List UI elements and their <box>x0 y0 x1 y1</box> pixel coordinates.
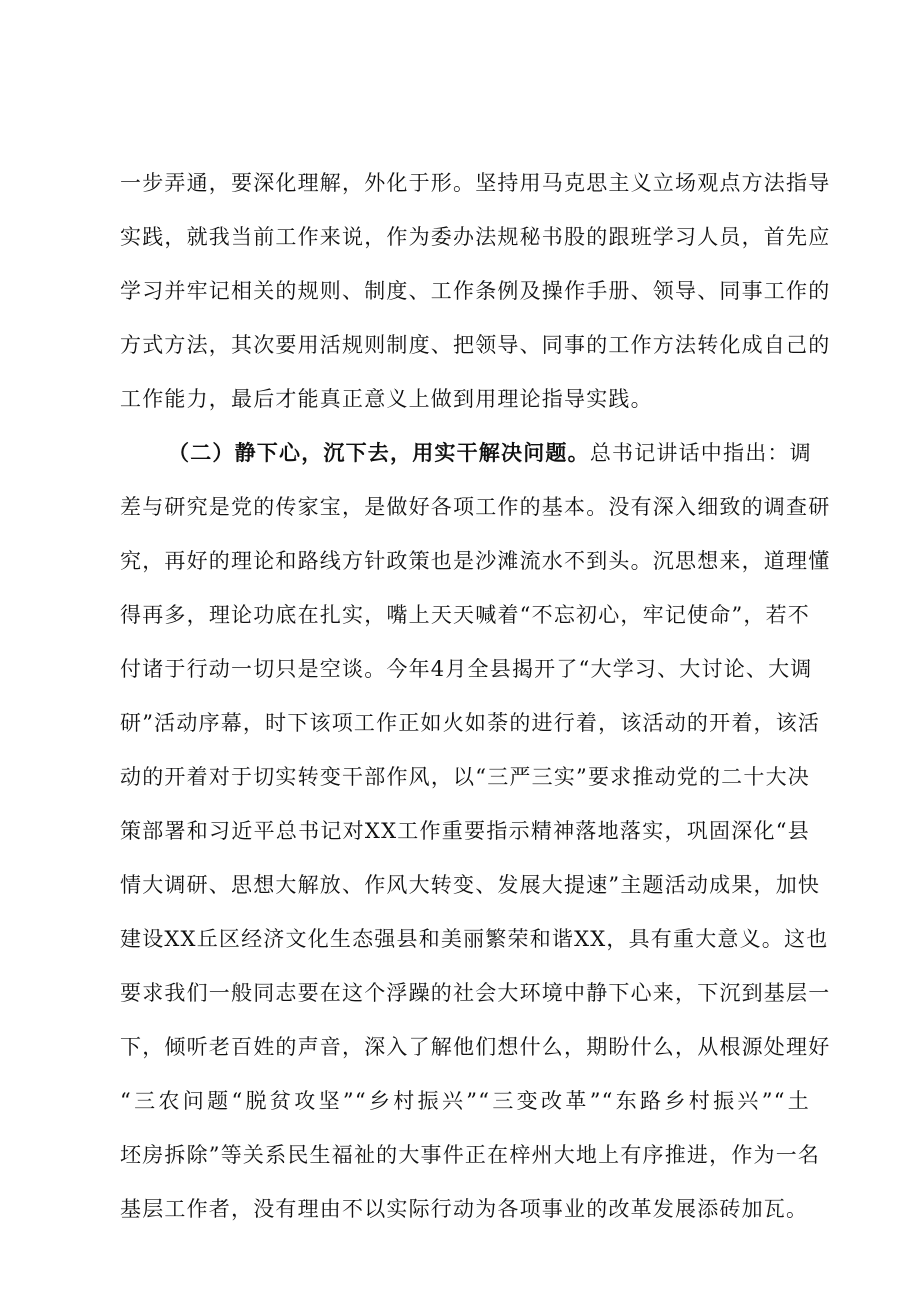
paragraph-first-line <box>120 426 810 480</box>
paragraph-line: 情大调研、思想大解放、作风大转变、发展大提速”主题活动成果，加快 <box>120 873 821 897</box>
paragraph-line: “三农问题“脱贫攻坚”“乡村振兴”“三变改革”“东路乡村振兴”“土 <box>120 1089 810 1113</box>
paragraph-line: 差与研究是党的传家宝，是做好各项工作的基本。没有深入细致的调查研 <box>120 495 831 519</box>
paragraph-line-rest: 总书记讲话中指出：调 <box>589 441 812 465</box>
paragraph-line: 研”活动序幕，时下该项工作正如火如荼的进行着，该活动的开着，该活 <box>120 711 821 735</box>
paragraph-line: 工作能力，最后才能真正意义上做到用理论指导实践。 <box>120 387 653 411</box>
paragraph-line: 得再多，理论功底在扎实，嘴上天天喊着“不忘初心，牢记使命”，若不 <box>120 603 810 627</box>
paragraph-line: 下，倾听老百姓的声音，深入了解他们想什么，期盼什么，从根源处理好 <box>120 1035 831 1059</box>
paragraph-line: 一步弄通，要深化理解，外化于形。坚持用马克思主义立场观点方法指导 <box>120 171 831 195</box>
paragraph-line: 实践，就我当前工作来说，作为委办法规秘书股的跟班学习人员，首先应 <box>120 225 831 249</box>
paragraph-1 <box>120 156 831 426</box>
paragraph-line: 动的开着对于切实转变干部作风，以“三严三实”要求推动党的二十大决 <box>120 765 810 789</box>
paragraph-line: 付诸于行动一切只是空谈。今年4月全县揭开了“大学习、大讨论、大调 <box>120 657 813 681</box>
paragraph-line: 建设XX丘区经济文化生态强县和美丽繁荣和谐XX，具有重大意义。这也 <box>120 927 829 951</box>
paragraph-2 <box>120 426 831 1236</box>
paragraph-line: 学习并牢记相关的规则、制度、工作条例及操作手册、领导、同事工作的 <box>120 279 831 303</box>
paragraph-line: 究，再好的理论和路线方针政策也是沙滩流水不到头。沉思想来，道理懂 <box>120 549 831 573</box>
paragraph-line: 策部署和习近平总书记对XX工作重要指示精神落地落实，巩固深化“县 <box>120 819 810 843</box>
paragraph-line: 要求我们一般同志要在这个浮躁的社会大环境中静下心来，下沉到基层一 <box>120 981 831 1005</box>
paragraph-line: 坯房拆除”等关系民生福祉的大事件正在梓州大地上有序推进，作为一名 <box>120 1143 821 1167</box>
paragraph-line: 基层工作者，没有理由不以实际行动为各项事业的改革发展添砖加瓦。 <box>120 1197 809 1221</box>
paragraph-line: 方式方法，其次要用活规则制度、把领导、同事的工作方法转化成自己的 <box>120 333 831 357</box>
document-body <box>120 156 831 1236</box>
section-heading: （二）静下心，沉下去，用实干解决问题。 <box>168 440 590 465</box>
